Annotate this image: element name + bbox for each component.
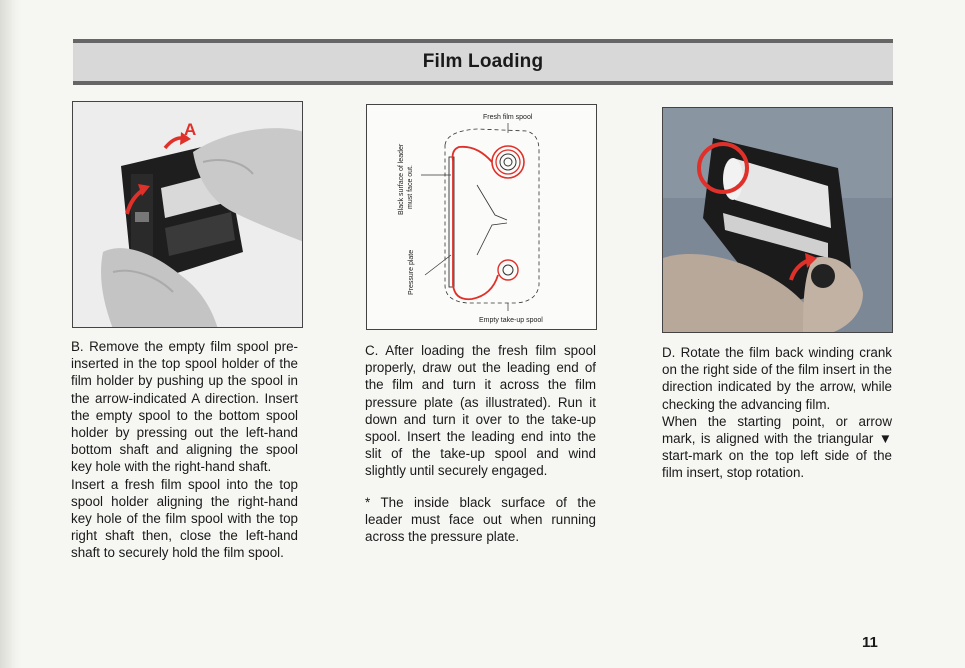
step-b-text [71, 338, 298, 562]
photo-remove-spool [72, 101, 303, 328]
section-header [73, 39, 893, 85]
takeup-spool-label: Empty take-up spool [479, 317, 543, 324]
step-b-paragraph-1: B. Remove the empty film spool pre-inserted in the top spool holder of the film holder by pushing up the spool in the arrow-indicated A direction. Insert the empty spool to the bottom spool holder by pressing out the left-hand bottom shaft and aligning the spool key hole with the right-hand shaft. [71, 339, 298, 475]
page-number: 11 [862, 634, 878, 651]
film-path-diagram [366, 104, 597, 330]
page-title: Film Loading [422, 51, 544, 72]
leader-note-label-1: Black surface of leader [398, 143, 405, 215]
page-binding-shadow [0, 0, 22, 668]
arrow-a-label: A [184, 120, 197, 139]
step-c-note: * The inside black surface of the leader must face out when running across the pressure plate. [365, 494, 596, 545]
step-b-paragraph-2: Insert a fresh film spool into the top spool holder aligning the right-hand key hole of the film spool with the top right shaft then, close the left-hand shaft to securely hold the film spool. [71, 476, 298, 561]
step-d-paragraph-1: D. Rotate the film back winding crank on the right side of the film insert in the direction indicated by the arrow, while checking the advancing film. [662, 345, 892, 412]
step-d-paragraph-2: When the starting point, or arrow mark, is aligned with the triangular ▼ start-mark on the top left side of the film insert, stop rotation. [662, 413, 892, 481]
leader-note-label-2: must face out. [407, 165, 414, 209]
fresh-spool-label: Fresh film spool [483, 114, 533, 121]
pressure-plate-label: Pressure plate [408, 249, 415, 295]
step-d-text [662, 344, 892, 482]
photo-rotate-crank [662, 107, 893, 333]
step-c-paragraph-1: C. After loading the fresh film spool properly, draw out the leading end of the film and turn it across the film pressure plate (as illustrated). Run it down and turn it over to the take-up spool. Insert the leading end into the slit of the take-up spool and wind slightly until securely engaged. [365, 343, 596, 479]
step-c-text [365, 342, 596, 545]
